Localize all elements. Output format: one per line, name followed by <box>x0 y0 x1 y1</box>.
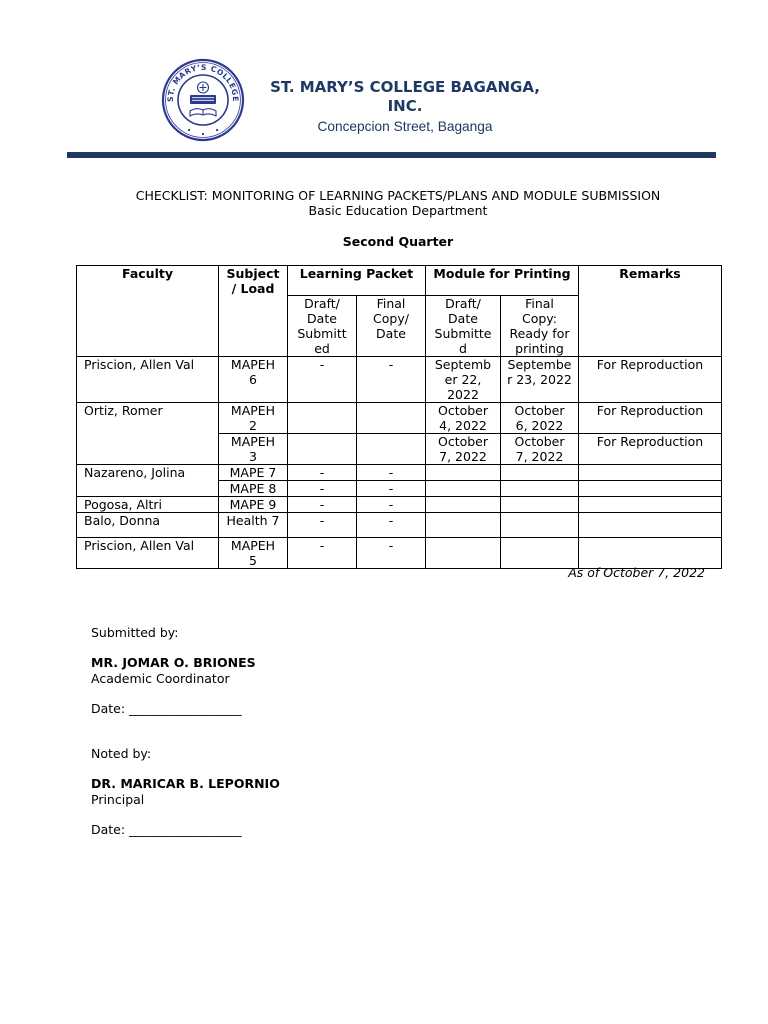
school-name-line1: ST. MARY’S COLLEGE BAGANGA, <box>270 78 540 96</box>
remarks-cell: For Reproduction <box>579 403 722 434</box>
noted-by-position: Principal <box>91 792 145 807</box>
remarks-cell <box>579 513 722 538</box>
header-mp-draft: Draft/ Date Submitted <box>426 296 501 357</box>
submitted-by-label: Submitted by: <box>91 625 179 640</box>
mp-draft-cell <box>426 538 501 569</box>
noted-by-label: Noted by: <box>91 746 152 761</box>
subject-cell: MAPEH 6 <box>219 357 288 403</box>
faculty-cell: Nazareno, Jolina <box>77 465 219 497</box>
lp-final-cell <box>357 434 426 465</box>
subject-cell: Health 7 <box>219 513 288 538</box>
lp-final-cell: - <box>357 357 426 403</box>
subject-cell: MAPE 7 <box>219 465 288 481</box>
school-name-line2: INC. <box>387 97 423 115</box>
table-header-row <box>77 266 722 296</box>
lp-draft-cell: - <box>288 513 357 538</box>
school-address: Concepcion Street, Baganga <box>317 119 493 134</box>
header-lp-final: Final Copy/ Date <box>357 296 426 357</box>
remarks-cell: For Reproduction <box>579 434 722 465</box>
lp-draft-cell <box>288 403 357 434</box>
noted-date-line: Date: __________________ <box>91 822 242 837</box>
checklist-table <box>76 265 722 569</box>
mp-final-cell: October 7, 2022 <box>501 434 579 465</box>
document-title: CHECKLIST: MONITORING OF LEARNING PACKETS/PLANS AND MODULE SUBMISSION <box>135 188 661 203</box>
lp-final-cell: - <box>357 497 426 513</box>
remarks-cell <box>579 465 722 481</box>
remarks-cell <box>579 497 722 513</box>
lp-draft-cell: - <box>288 465 357 481</box>
mp-draft-cell: September 22, 2022 <box>426 357 501 403</box>
subject-cell: MAPEH 3 <box>219 434 288 465</box>
faculty-cell: Pogosa, Altri <box>77 497 219 513</box>
submitted-by-name: MR. JOMAR O. BRIONES <box>91 655 256 670</box>
submitted-date-line: Date: __________________ <box>91 701 242 716</box>
table-row <box>77 357 722 403</box>
remarks-cell <box>579 538 722 569</box>
table-row <box>77 513 722 538</box>
college-seal-logo <box>161 58 245 142</box>
mp-final-cell <box>501 465 579 481</box>
lp-draft-cell: - <box>288 481 357 497</box>
table-row <box>77 465 722 481</box>
lp-final-cell: - <box>357 465 426 481</box>
mp-final-cell <box>501 538 579 569</box>
faculty-cell: Ortiz, Romer <box>77 403 219 465</box>
table-row <box>77 538 722 569</box>
submitted-by-position: Academic Coordinator <box>91 671 230 686</box>
subject-cell: MAPEH 5 <box>219 538 288 569</box>
subject-cell: MAPE 8 <box>219 481 288 497</box>
mp-draft-cell <box>426 465 501 481</box>
mp-final-cell <box>501 497 579 513</box>
subject-cell: MAPE 9 <box>219 497 288 513</box>
document-department: Basic Education Department <box>308 203 488 218</box>
mp-draft-cell <box>426 497 501 513</box>
mp-draft-cell <box>426 481 501 497</box>
header-subject-load: Subject / Load <box>219 266 288 357</box>
document-period: Second Quarter <box>342 234 454 249</box>
lp-final-cell: - <box>357 481 426 497</box>
lp-draft-cell: - <box>288 497 357 513</box>
seal-banner-icon <box>190 95 216 104</box>
mp-final-cell: September 23, 2022 <box>501 357 579 403</box>
header-remarks: Remarks <box>579 266 722 357</box>
table-row <box>77 497 722 513</box>
header-module-for-printing: Module for Printing <box>426 266 579 296</box>
remarks-cell: For Reproduction <box>579 357 722 403</box>
as-of-date: As of October 7, 2022 <box>568 565 705 580</box>
mp-final-cell <box>501 481 579 497</box>
mp-final-cell: October 6, 2022 <box>501 403 579 434</box>
faculty-cell: Balo, Donna <box>77 513 219 538</box>
lp-final-cell: - <box>357 513 426 538</box>
mp-draft-cell: October 4, 2022 <box>426 403 501 434</box>
header-learning-packet: Learning Packet <box>288 266 426 296</box>
lp-draft-cell <box>288 434 357 465</box>
table-row <box>77 403 722 434</box>
mp-final-cell <box>501 513 579 538</box>
noted-by-name: DR. MARICAR B. LEPORNIO <box>91 776 280 791</box>
lp-final-cell: - <box>357 538 426 569</box>
faculty-cell: Priscion, Allen Val <box>77 357 219 403</box>
lp-draft-cell: - <box>288 538 357 569</box>
header-mp-final: Final Copy: Ready for printing <box>501 296 579 357</box>
seal-arc-textpath: ST. MARY’S COLLEGE <box>165 62 241 103</box>
lp-draft-cell: - <box>288 357 357 403</box>
lp-final-cell <box>357 403 426 434</box>
subject-cell: MAPEH 2 <box>219 403 288 434</box>
header-faculty: Faculty <box>77 266 219 357</box>
mp-draft-cell: October 7, 2022 <box>426 434 501 465</box>
faculty-cell: Priscion, Allen Val <box>77 538 219 569</box>
mp-draft-cell <box>426 513 501 538</box>
header-divider <box>67 152 716 158</box>
remarks-cell <box>579 481 722 497</box>
header-lp-draft: Draft/ Date Submitted <box>288 296 357 357</box>
